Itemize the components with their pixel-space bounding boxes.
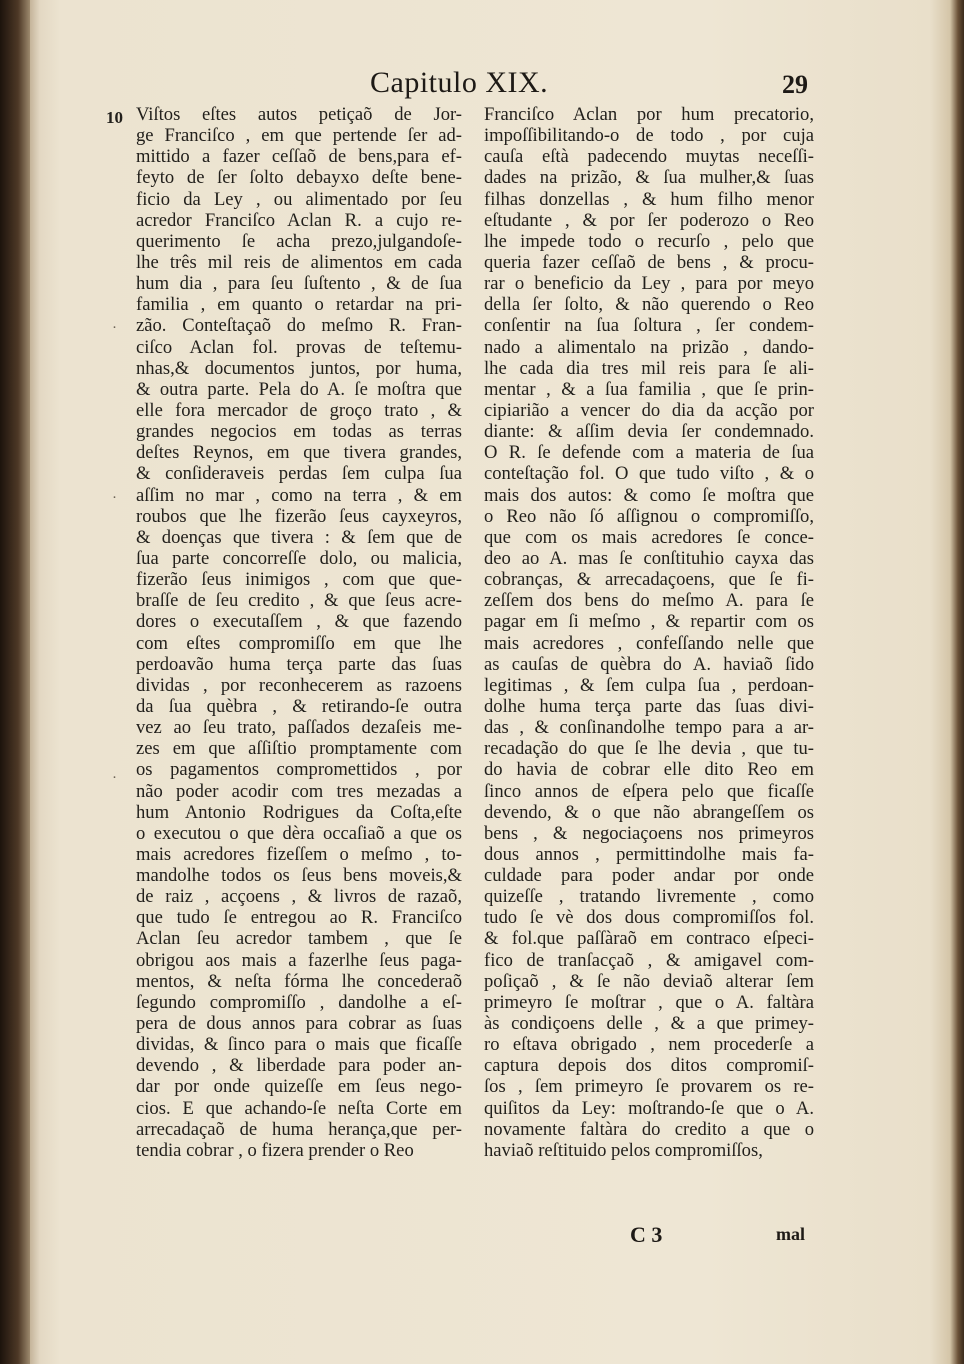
text-line: haviaõ reſtituido pelos compromiſſos, bbox=[484, 1139, 763, 1161]
text-line: & fol.que paſſàraõ em contraco eſpeci- bbox=[484, 928, 814, 950]
text-line: mandolhe todos os ſeus bens moveis,& bbox=[136, 865, 462, 887]
text-line: Franciſco Aclan por hum precatorio, bbox=[484, 104, 814, 125]
text-line: cauſa eſtà padecendo muytas neceſſi- bbox=[484, 146, 814, 168]
text-line: grandes negocios em todas as terras bbox=[136, 421, 462, 443]
text-line: bens , & negociaçoens nos primeyros bbox=[484, 822, 814, 844]
text-line: O R. ſe defende com a materia de ſua bbox=[484, 442, 814, 464]
text-line: familia , em quanto o retardar na pri- bbox=[136, 294, 462, 316]
text-line: quiſitos da Ley: moſtrando-ſe que o A. bbox=[484, 1097, 814, 1119]
text-line: ſos , ſem primeyro ſe provarem os re- bbox=[484, 1076, 814, 1098]
text-line: queria fazer ceſſaõ de bens , & procu- bbox=[484, 251, 814, 273]
text-line: das , & conſinandolhe tempo para a ar- bbox=[484, 717, 814, 739]
text-line: dades na prizão, & ſua mulher,& ſuas bbox=[484, 167, 814, 189]
text-line: primeyro ſe moſtrar , que o A. faltàra bbox=[484, 991, 814, 1013]
text-line: de raiz , acçoens , & livros de razaõ, bbox=[136, 886, 462, 908]
text-line: dous annos , permittindolhe mais fa- bbox=[484, 843, 814, 865]
margin-mark: · bbox=[112, 770, 117, 786]
text-line: dolhe huma terça parte das ſuas divi- bbox=[484, 695, 814, 717]
text-line: pera de dous annos para cobrar as ſuas bbox=[136, 1013, 462, 1035]
book-spine bbox=[0, 0, 30, 1364]
text-line: mais acredores fizeſſem o meſmo , to- bbox=[136, 843, 462, 865]
text-line: lhe três mil reis de alimentos em cada bbox=[136, 251, 462, 273]
text-line: aſſim no mar , como na terra , & em bbox=[136, 484, 462, 506]
text-line: perdoavão huma terça parte das ſuas bbox=[136, 653, 462, 675]
text-line: tudo ſe vè dos dous compromiſſos fol. bbox=[484, 907, 814, 929]
page-number: 29 bbox=[782, 70, 808, 99]
margin-number: 10 bbox=[106, 108, 123, 127]
chapter-title: Capitulo XIX. bbox=[370, 66, 549, 99]
text-line: hum Antonio Rodrigues da Coſta,eſte bbox=[136, 801, 462, 823]
text-line: impoſſibilitando-o de todo , por cuja bbox=[484, 125, 814, 147]
text-line: conteſtação fol. O que tudo viſto , & o bbox=[484, 463, 814, 485]
text-line: poſiçaõ , & ſe não deviaõ alterar ſem bbox=[484, 970, 814, 992]
text-line: devendo , & liberdade para poder an- bbox=[136, 1055, 462, 1077]
text-line: o executou o que dèra occaſiaõ a que os bbox=[136, 822, 462, 844]
text-line: arrecadaçaõ de huma herança,que per- bbox=[136, 1118, 462, 1140]
text-line: mittido a fazer ceſſaõ de bens,para ef- bbox=[136, 146, 462, 168]
text-line: que tudo ſe entregou ao R. Franciſco bbox=[136, 907, 462, 929]
text-line: fico de tranſacçaõ , & amigavel com- bbox=[484, 949, 814, 971]
text-line: ro eſtava obrigado , nem procederſe a bbox=[484, 1034, 814, 1056]
text-line: ciſco Aclan fol. provas de teſtemu- bbox=[136, 336, 462, 358]
text-line: ſegundo compromiſſo , dandolhe a eſ- bbox=[136, 991, 462, 1013]
text-line: culdade para poder andar por onde bbox=[484, 865, 814, 887]
margin-mark: · bbox=[112, 490, 117, 506]
text-line: captura depois dos ditos compromiſ- bbox=[484, 1055, 814, 1077]
text-line: não poder acodir com tres mezadas a bbox=[136, 780, 462, 802]
text-line: dividas, & ſinco para o mais que ficaſſe bbox=[136, 1034, 462, 1056]
text-line: elle fora mercador de groço trato , & bbox=[136, 399, 462, 421]
text-line: deo ao A. mas ſe conſtituhio cayxa das bbox=[484, 547, 814, 569]
text-line: ſinco annos de eſpera pelo que ficaſſe bbox=[484, 780, 814, 802]
text-line: pagar em ſi meſmo , & repartir com os bbox=[484, 611, 814, 633]
text-line: com eſtes compromiſſo em que lhe bbox=[136, 632, 462, 654]
text-line: feyto de ſer ſolto debayxo deſte bene- bbox=[136, 167, 462, 189]
text-line: nado a alimentalo na prizão , dando- bbox=[484, 336, 814, 358]
catchword: mal bbox=[776, 1224, 805, 1244]
text-line: conſentir na ſua ſoltura , ſer condem- bbox=[484, 315, 814, 337]
text-line: zão. Conteſtaçaõ do meſmo R. Fran- bbox=[136, 315, 462, 337]
text-line: o Reo não ſó aſſignou o compromiſſo, bbox=[484, 505, 814, 527]
text-line: Aclan ſeu acredor tambem , que ſe bbox=[136, 928, 462, 950]
text-line: diante: & aſſim devia ſer condemnado. bbox=[484, 421, 814, 443]
text-line: do havia de cobrar elle dito Reo em bbox=[484, 759, 814, 781]
text-line: ſua parte concorreſſe dolo, ou malicia, bbox=[136, 547, 462, 569]
text-line: della ſer ſolto, & não querendo o Reo bbox=[484, 294, 814, 316]
text-line: ficio da Ley , ou alimentado por ſeu bbox=[136, 188, 462, 210]
left-text-column bbox=[136, 104, 462, 1161]
text-line: mais acredores , confeſſando nelle que bbox=[484, 632, 814, 654]
text-line: vez ao ſeu trato, paſſados dezaſeis me- bbox=[136, 717, 462, 739]
text-line: que com os mais acredores ſe conce- bbox=[484, 526, 814, 548]
signature-mark: C 3 bbox=[630, 1222, 663, 1247]
text-line: mais dos autos: & como ſe moſtra que bbox=[484, 484, 814, 506]
text-line: & doenças que tivera : & ſem que de bbox=[136, 526, 462, 548]
text-line: dores o executaſſem , & que fazendo bbox=[136, 611, 462, 633]
text-line: cobranças, & arrecadaçoens, que ſe fi- bbox=[484, 569, 814, 591]
text-line: mentar , & a ſua familia , que ſe prin- bbox=[484, 378, 814, 400]
text-line: rar o beneficio da Ley , para por meyo bbox=[484, 273, 814, 295]
text-line: hum dia , para ſeu ſuſtento , & de ſua bbox=[136, 273, 462, 295]
text-line: recadação do que ſe lhe devia , que tu- bbox=[484, 738, 814, 760]
page-footer bbox=[0, 1222, 964, 1252]
text-line: os pagamentos compromettidos , por bbox=[136, 759, 462, 781]
text-line: cipiarião a vencer do dia da acção por bbox=[484, 399, 814, 421]
text-line: às condiçoens delle , & a que primey- bbox=[484, 1013, 814, 1035]
text-line: filhas donzellas , & hum filho menor bbox=[484, 188, 814, 210]
text-line: zes em que aſſiſtio promptamente com bbox=[136, 738, 462, 760]
text-line: cios. E que achando-ſe neſta Corte em bbox=[136, 1097, 462, 1119]
text-line: mentos, & neſta fórma lhe concederaõ bbox=[136, 970, 462, 992]
text-line: obrigou aos mais a fazerlhe ſeus paga- bbox=[136, 949, 462, 971]
right-text-column bbox=[484, 104, 814, 1161]
text-line: as cauſas de quèbra do A. haviaõ ſido bbox=[484, 653, 814, 675]
text-line: lhe cada dia tres mil reis para ſe ali- bbox=[484, 357, 814, 379]
text-line: & conſideraveis perdas ſem culpa ſua bbox=[136, 463, 462, 485]
text-line: & outra parte. Pela do A. ſe moſtra que bbox=[136, 378, 462, 400]
text-line: nhas,& documentos juntos, por huma, bbox=[136, 357, 462, 379]
text-line: devendo, & o que não abrangeſſem os bbox=[484, 801, 814, 823]
text-line: tendia cobrar , o fizera prender o Reo bbox=[136, 1139, 414, 1161]
text-line: lhe impede todo o recurſo , pelo que bbox=[484, 230, 814, 252]
text-line: dividas , por reconhecerem as razoens bbox=[136, 674, 462, 696]
text-line: Viſtos eſtes autos petiçaõ de Jor- bbox=[136, 104, 462, 125]
page-header bbox=[0, 66, 964, 106]
text-line: quizeſſe , tratando livremente , como bbox=[484, 886, 814, 908]
text-line: braſſe de ſeu credito , & que ſeus acre- bbox=[136, 590, 462, 612]
text-line: deſtes Reynos, em que tivera grandes, bbox=[136, 442, 462, 464]
text-line: legitimas , & ſem culpa ſua , perdoan- bbox=[484, 674, 814, 696]
text-line: dar por onde quizeſſe em ſeus nego- bbox=[136, 1076, 462, 1098]
text-line: ge Franciſco , em que pertende ſer ad- bbox=[136, 125, 462, 147]
text-line: da ſua quèbra , & retirando-ſe outra bbox=[136, 695, 462, 717]
text-line: acredor Franciſco Aclan R. a cujo re- bbox=[136, 209, 462, 231]
text-line: zeſſem dos bens do meſmo A. para ſe bbox=[484, 590, 814, 612]
text-line: querimento ſe acha prezo,julgandoſe- bbox=[136, 230, 462, 252]
text-line: novamente faltàra do credito a que o bbox=[484, 1118, 814, 1140]
margin-mark: · bbox=[112, 320, 117, 336]
text-line: fizerão ſeus inimigos , com que que- bbox=[136, 569, 462, 591]
text-line: eſtudante , & por ſer poderozo o Reo bbox=[484, 209, 814, 231]
text-line: roubos que lhe fizerão ſeus cayxeyros, bbox=[136, 505, 462, 527]
